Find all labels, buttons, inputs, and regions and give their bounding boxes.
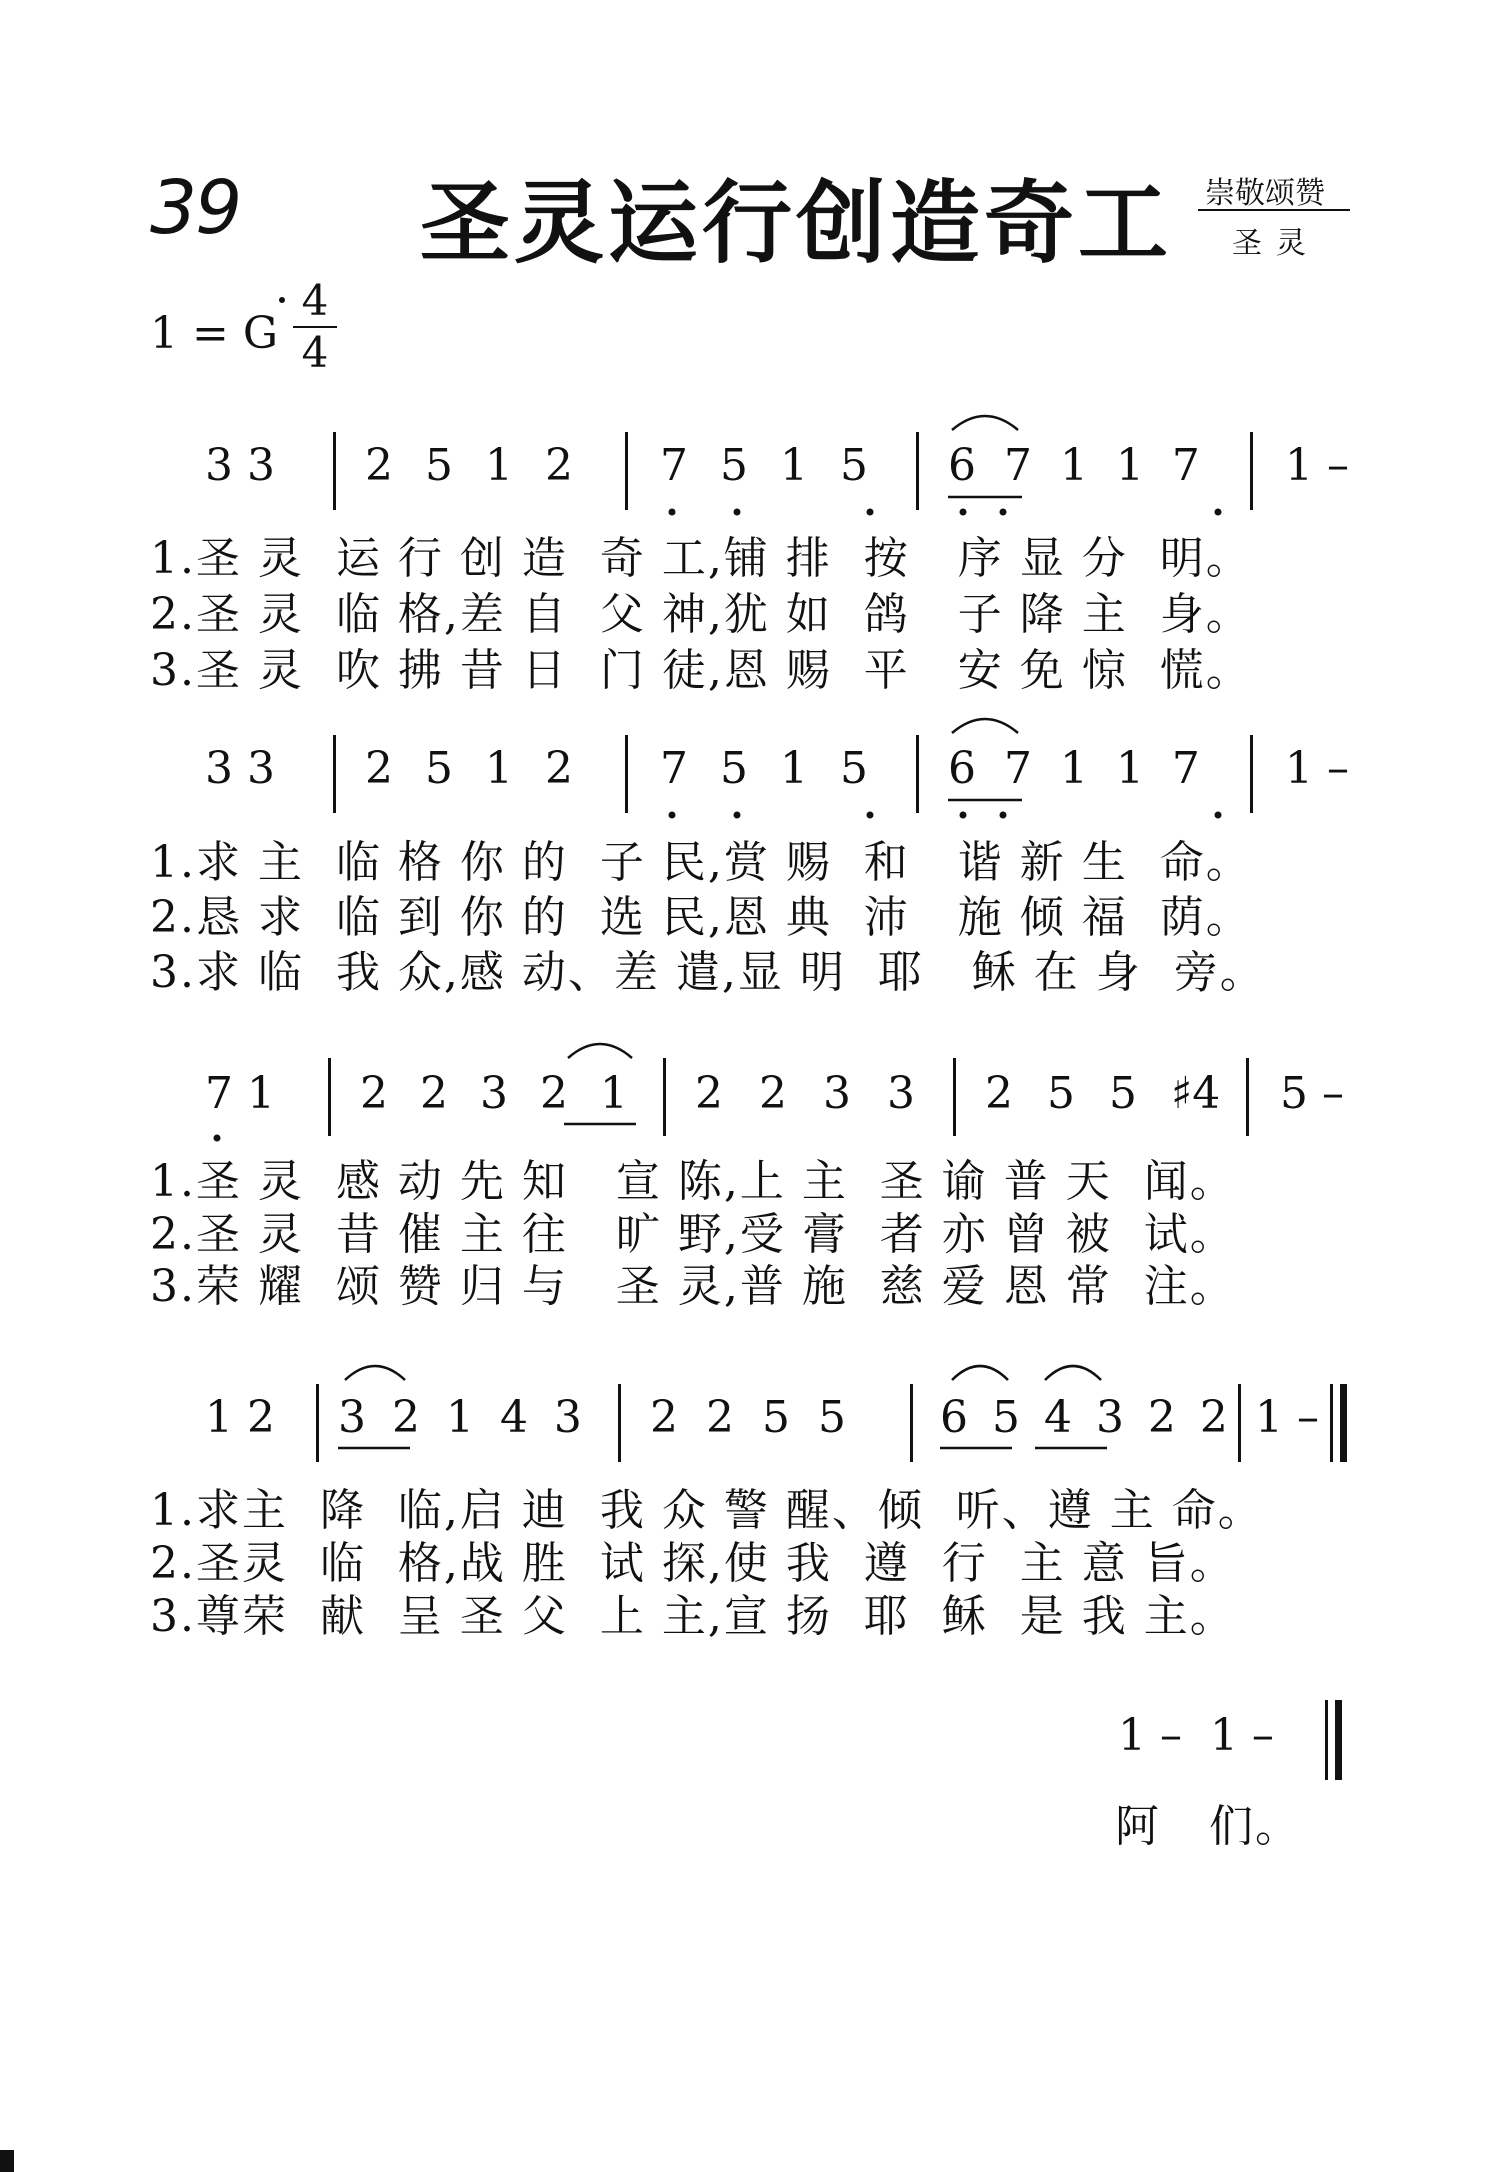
scan-edge-mark (0, 2150, 14, 2172)
lower-octave-dot (960, 509, 967, 516)
notes-system-2-measure-1: 3 3 (205, 743, 275, 794)
notes-system-3-measure-5: 5 – (1280, 1068, 1344, 1119)
notes-system-1-measure-4: 6 7 1 1 7 (948, 440, 1200, 491)
amen-notes: 1 – 1 – (1118, 1710, 1274, 1761)
lyrics-system-1-verse-2: 2.圣 灵 临 格,差 自 父 神,犹 如 鸽 子 降 主 身。 (150, 589, 1252, 640)
notes-system-1-measure-1: 3 3 (205, 440, 275, 491)
key-signature: 1 = G (150, 308, 278, 359)
lower-octave-dot (867, 509, 874, 516)
time-signature-bottom: 4 (301, 328, 329, 377)
notes-system-3-measure-3: 2 2 3 3 (695, 1068, 915, 1119)
lyrics-system-3-verse-3: 3.荣 耀 颂 赞 归 与 圣 灵,普 施 慈 爱 恩 常 注。 (150, 1261, 1236, 1312)
lyrics-system-4-verse-2: 2.圣灵 临 格,战 胜 试 探,使 我 遵 行 主 意 旨。 (150, 1538, 1236, 1589)
lower-octave-dot (214, 1135, 221, 1142)
lyrics-system-2-verse-2: 2.恳 求 临 到 你 的 选 民,恩 典 沛 施 倾 福 荫。 (150, 892, 1252, 943)
notes-system-1-measure-2: 2 5 1 2 (365, 440, 573, 491)
lower-octave-dot (734, 509, 741, 516)
notes-system-1-measure-5: 1 – (1285, 440, 1349, 491)
lower-octave-dot (1215, 509, 1222, 516)
slur (1045, 1366, 1101, 1380)
lyrics-system-3-verse-2: 2.圣 灵 昔 催 主 往 旷 野,受 膏 者 亦 曾 被 试。 (150, 1209, 1236, 1260)
lyrics-system-2-verse-1: 1.求 主 临 格 你 的 子 民,赏 赐 和 谐 新 生 命。 (150, 837, 1252, 888)
slur (952, 416, 1018, 430)
notes-system-4-measure-5: 1 – (1255, 1392, 1319, 1443)
lower-octave-dot (1215, 812, 1222, 819)
hymn-category: 崇敬颂赞 (1205, 176, 1325, 211)
notes-system-1-measure-3: 7 5 1 5 (660, 440, 868, 491)
slur (952, 1366, 1008, 1380)
hymn-number: 39 (150, 165, 241, 251)
time-signature-top: 4 (301, 276, 329, 325)
notes-system-2-measure-3: 7 5 1 5 (660, 743, 868, 794)
lyrics-system-4-verse-3: 3.尊荣 献 呈 圣 父 上 主,宣 扬 耶 稣 是 我 主。 (150, 1591, 1236, 1642)
notes-system-4-measure-2: 3 2 1 4 3 (338, 1392, 582, 1443)
lower-octave-dot (734, 812, 741, 819)
lyrics-system-1-verse-1: 1.圣 灵 运 行 创 造 奇 工,铺 排 按 序 显 分 明。 (150, 533, 1252, 584)
lower-octave-dot (960, 812, 967, 819)
amen-lyric: 阿 们。 (1115, 1801, 1301, 1852)
time-signature-dot (279, 297, 285, 303)
notes-system-4-measure-4: 6 5 4 3 2 2 (940, 1392, 1228, 1443)
notes-system-2-measure-4: 6 7 1 1 7 (948, 743, 1200, 794)
notes-system-2-measure-2: 2 5 1 2 (365, 743, 573, 794)
notes-system-3-measure-1: 7 1 (205, 1068, 275, 1119)
lyrics-system-3-verse-1: 1.圣 灵 感 动 先 知 宣 陈,上 主 圣 谕 普 天 闻。 (150, 1156, 1236, 1207)
slur (345, 1366, 405, 1380)
lower-octave-dot (1000, 509, 1007, 516)
hymn-title: 圣灵运行创造奇工 (420, 171, 1172, 276)
notes-system-4-measure-3: 2 2 5 5 (650, 1392, 846, 1443)
notes-system-4-measure-1: 1 2 (205, 1392, 275, 1443)
notes-system-2-measure-2: 2 2 3 2 1 (360, 1068, 628, 1119)
lower-octave-dot (1000, 812, 1007, 819)
hymn-subcategory: 圣灵 (1232, 226, 1320, 261)
lower-octave-dot (669, 509, 676, 516)
lower-octave-dot (669, 812, 676, 819)
lyrics-system-4-verse-1: 1.求主 降 临,启 迪 我 众 警 醒、倾 听、遵 主 命。 (150, 1485, 1264, 1536)
slur (952, 719, 1018, 733)
slur (568, 1044, 632, 1058)
notes-system-3-measure-4: 2 5 5 ♯4 (985, 1068, 1221, 1119)
notes-system-2-measure-5: 1 – (1285, 743, 1349, 794)
lower-octave-dot (867, 812, 874, 819)
lyrics-system-2-verse-3: 3.求 临 我 众,感 动、差 遣,显 明 耶 稣 在 身 旁。 (150, 947, 1266, 998)
lyrics-system-1-verse-3: 3.圣 灵 吹 拂 昔 日 门 徒,恩 赐 平 安 免 惊 慌。 (150, 645, 1252, 696)
